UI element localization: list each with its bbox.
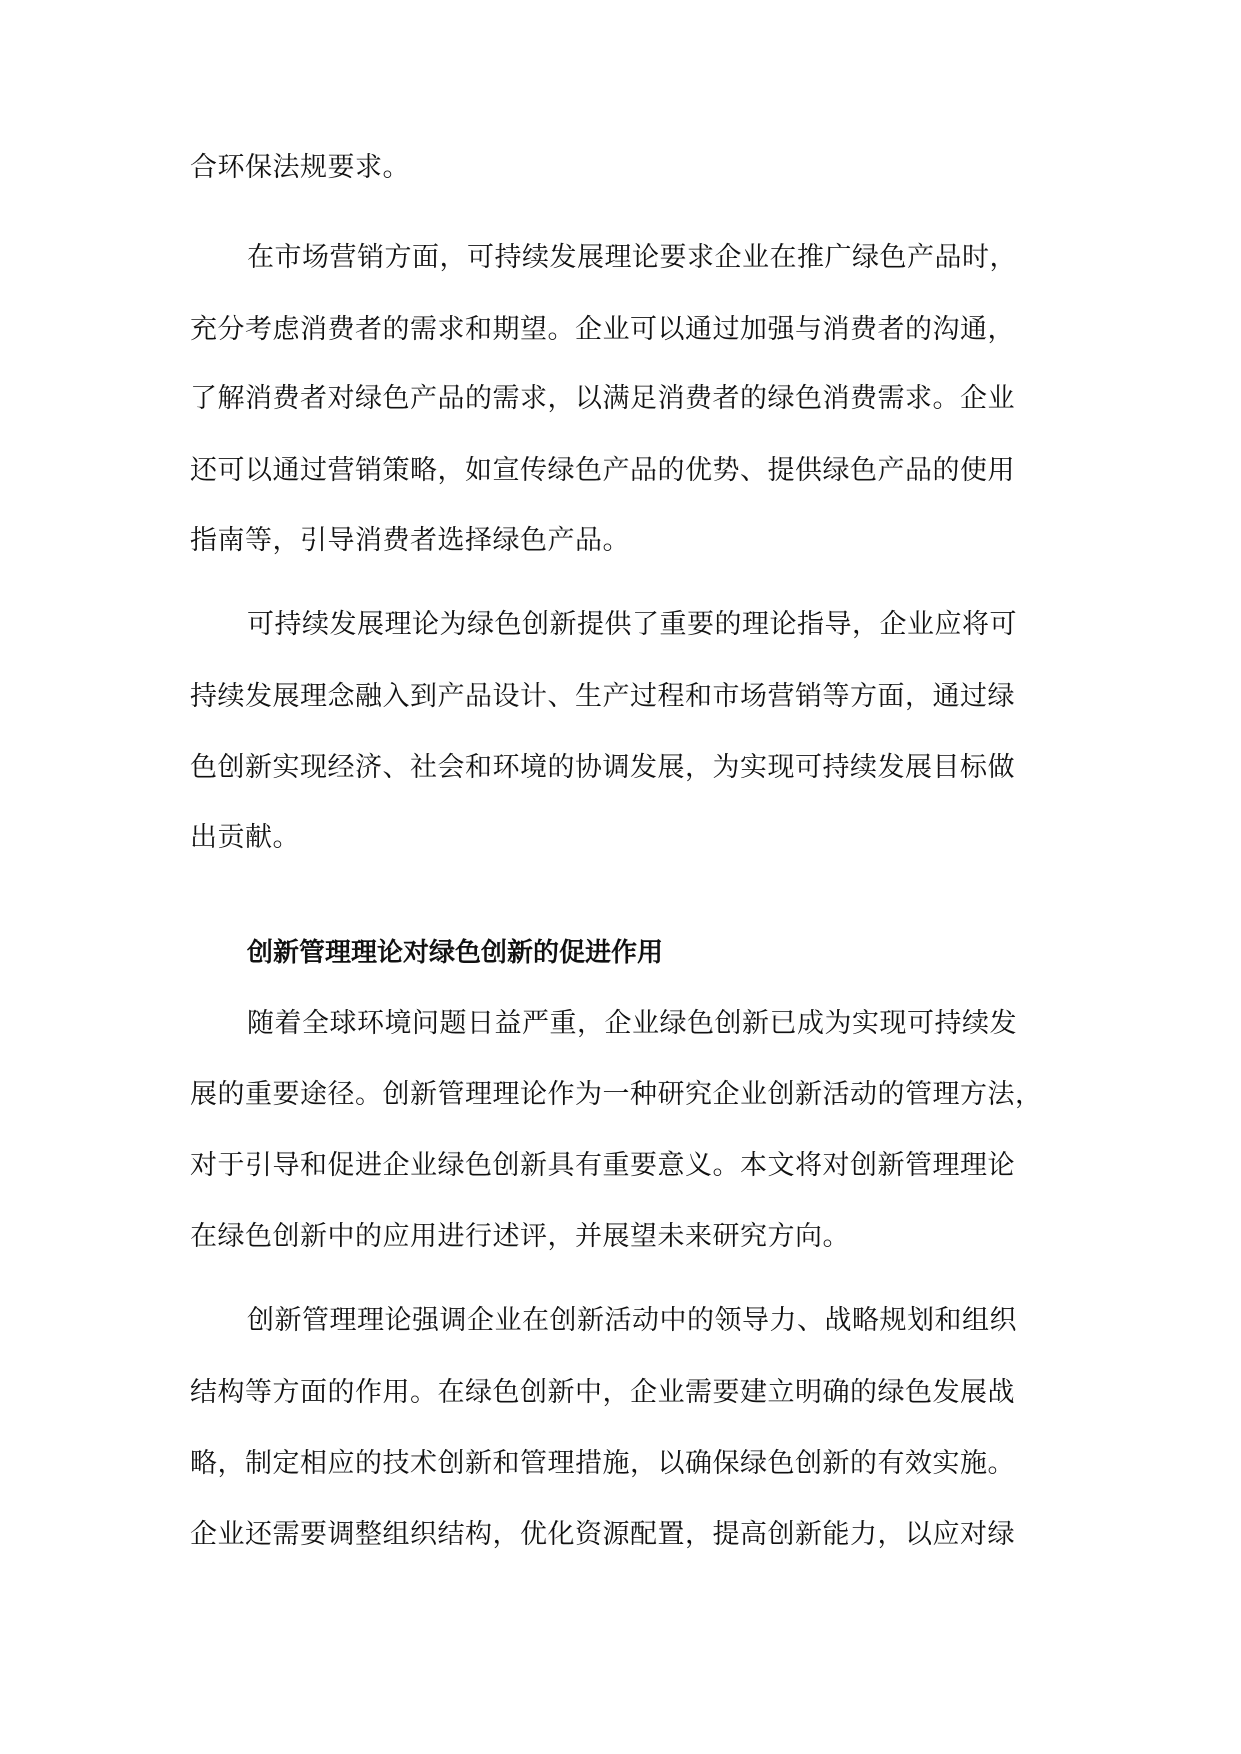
section-heading: 创新管理理论对绿色创新的促进作用 bbox=[247, 938, 664, 968]
text-line: 指南等，引导消费者选择绿色产品。 bbox=[190, 525, 630, 556]
text-line: 展的重要途径。创新管理理论作为一种研究企业创新活动的管理方法， bbox=[190, 1079, 1043, 1110]
text-line: 出贡献。 bbox=[190, 822, 300, 853]
text-line: 合环保法规要求。 bbox=[190, 152, 410, 183]
text-line: 略，制定相应的技术创新和管理措施，以确保绿色创新的有效实施。 bbox=[190, 1448, 1015, 1479]
text-line: 还可以通过营销策略，如宣传绿色产品的优势、提供绿色产品的使用 bbox=[190, 455, 1015, 486]
text-line: 充分考虑消费者的需求和期望。企业可以通过加强与消费者的沟通， bbox=[190, 314, 1015, 345]
text-line: 色创新实现经济、社会和环境的协调发展，为实现可持续发展目标做 bbox=[190, 752, 1015, 783]
text-line: 企业还需要调整组织结构，优化资源配置，提高创新能力，以应对绿 bbox=[190, 1519, 1015, 1550]
paragraph-first-line: 可持续发展理论为绿色创新提供了重要的理论指导，企业应将可 bbox=[247, 609, 1017, 640]
text-line: 在绿色创新中的应用进行述评，并展望未来研究方向。 bbox=[190, 1221, 850, 1252]
text-line: 对于引导和促进企业绿色创新具有重要意义。本文将对创新管理理论 bbox=[190, 1150, 1015, 1181]
paragraph-first-line: 随着全球环境问题日益严重，企业绿色创新已成为实现可持续发 bbox=[247, 1008, 1017, 1039]
text-line: 了解消费者对绿色产品的需求，以满足消费者的绿色消费需求。企业 bbox=[190, 383, 1015, 414]
text-line: 结构等方面的作用。在绿色创新中，企业需要建立明确的绿色发展战 bbox=[190, 1377, 1015, 1408]
text-line: 持续发展理念融入到产品设计、生产过程和市场营销等方面，通过绿 bbox=[190, 681, 1015, 712]
paragraph-first-line: 创新管理理论强调企业在创新活动中的领导力、战略规划和组织 bbox=[247, 1305, 1017, 1336]
paragraph-first-line: 在市场营销方面，可持续发展理论要求企业在推广绿色产品时， bbox=[247, 242, 1017, 273]
